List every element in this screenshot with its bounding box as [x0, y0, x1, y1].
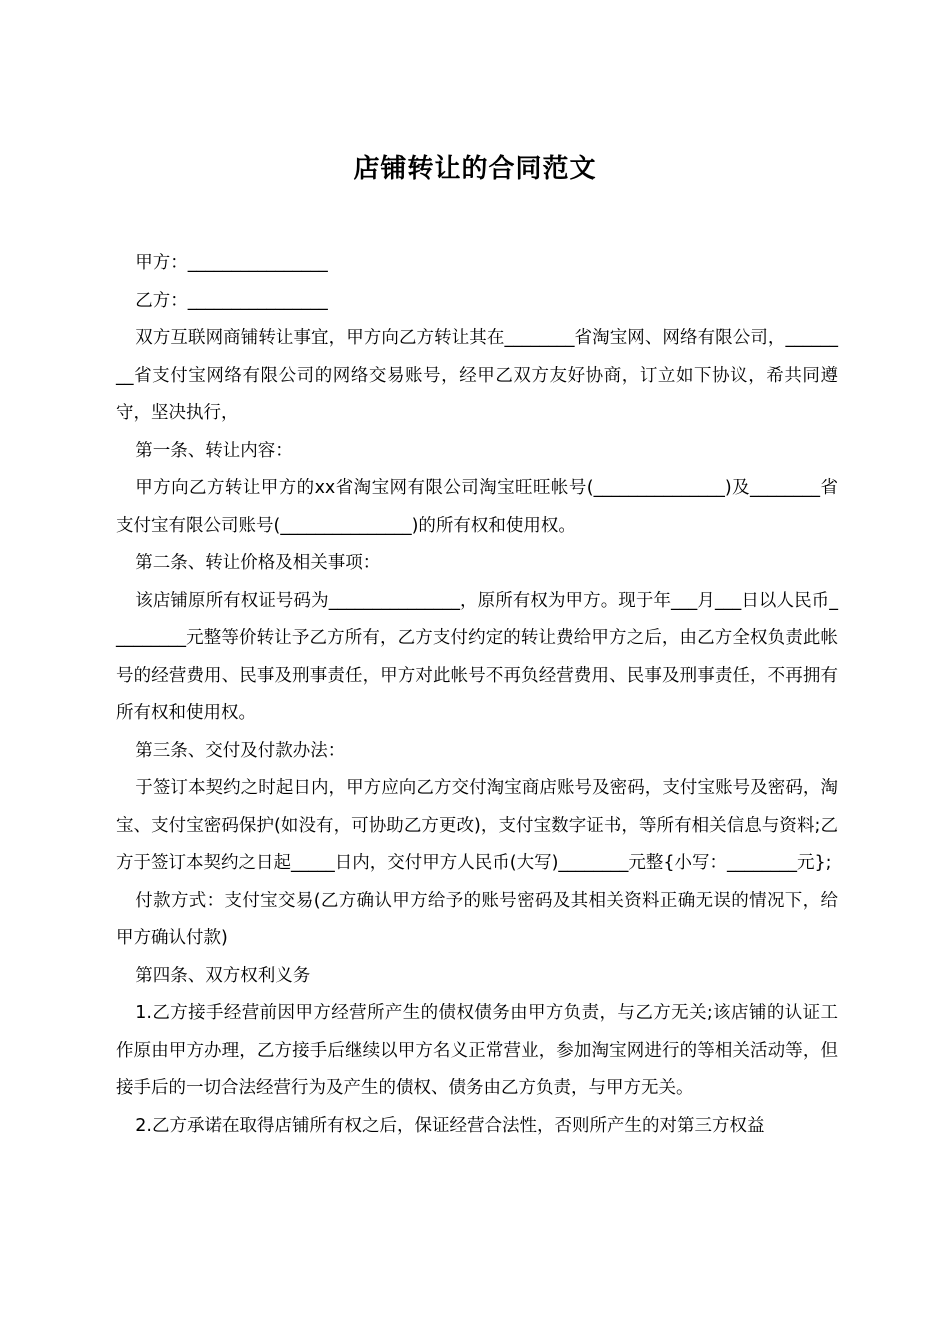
party-a-line: 甲方：________________ [135, 253, 328, 273]
article-3-paragraph: 于签订本契约之时起日内，甲方应向乙方交付淘宝商店账号及密码，支付宝账号及密码，淘宝、支付宝密码保护(如没有，可协助乙方更改)，支付宝数字证书，等所有相关信息与资料;乙方于签订本契约之日起_____日内，交付甲方人民币(大写)________元整{小写：________元}; [116, 778, 838, 873]
article-3-heading: 第三条、交付及付款办法： [135, 740, 346, 761]
article-4-heading: 第四条、双方权利义务 [135, 965, 311, 986]
article-2-paragraph: 该店铺原所有权证号码为_______________，原所有权为甲方。现于年___月___日以人民币_________元整等价转让予乙方所有，乙方支付约定的转让费给甲方之后，由乙方全权负责此帐号的经营费用、民事及刑事责任，甲方对此帐号不再负经营费用、民事及刑事责任，不再拥有所有权和使用权。 [116, 590, 838, 723]
article-4-item-1: 1.乙方接手经营前因甲方经营所产生的债权债务由甲方负责，与乙方无关;该店铺的认证工作原由甲方办理，乙方接手后继续以甲方名义正常营业，参加淘宝网进行的等相关活动等，但接手后的一切合法经营行为及产生的债权、债务由乙方负责，与甲方无关。 [116, 1003, 838, 1098]
preamble-paragraph: 双方互联网商铺转让事宜，甲方向乙方转让其在________省淘宝网、网络有限公司，________省支付宝网络有限公司的网络交易账号，经甲乙双方友好协商，订立如下协议，希共同遵守，坚决执行， [116, 328, 838, 423]
payment-method-paragraph: 付款方式：支付宝交易(乙方确认甲方给予的账号密码及其相关资料正确无误的情况下，给甲方确认付款) [116, 890, 838, 948]
document-title: 店铺转让的合同范文 [353, 154, 597, 185]
document-body [116, 245, 838, 1145]
article-1-heading: 第一条、转让内容： [135, 440, 293, 461]
party-b-line: 乙方：________________ [135, 290, 328, 311]
article-2-heading: 第二条、转让价格及相关事项： [135, 553, 381, 573]
article-4-item-2: 2.乙方承诺在取得店铺所有权之后，保证经营合法性，否则所产生的对第三方权益 [135, 1115, 765, 1136]
article-1-paragraph: 甲方向乙方转让甲方的xx省淘宝网有限公司淘宝旺旺帐号(_______________)及________省支付宝有限公司账号(_______________)的所有权和使用权。 [116, 478, 838, 536]
